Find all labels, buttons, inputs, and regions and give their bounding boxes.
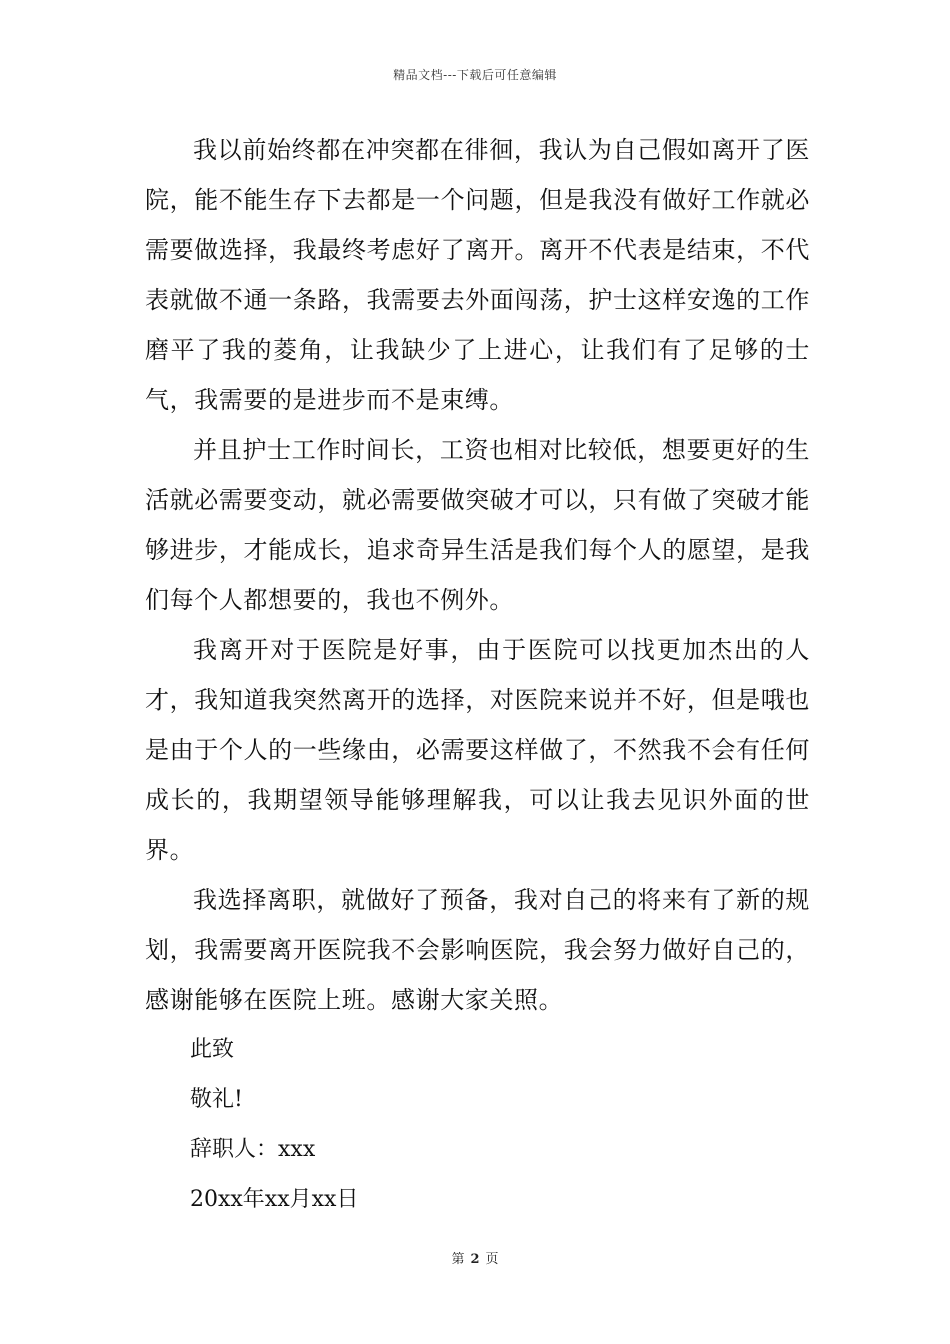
paragraph-2: 并且护士工作时间长，工资也相对比较低，想要更好的生活就必需要变动，就必需要做突破才可以，只有做了突破才能够进步，才能成长，追求奇异生活是我们每个人的愿望，是我们每个人都想要的，我也不例外。 <box>145 436 810 614</box>
letter-body <box>145 125 810 1225</box>
paragraph-4: 我选择离职，就做好了预备，我对自己的将来有了新的规划，我需要离开医院我不会影响医院，我会努力做好自己的，感谢能够在医院上班。感谢大家关照。 <box>145 886 810 1014</box>
date-line: 20xx年xx月xx日 <box>190 1187 359 1212</box>
paragraph-1: 我以前始终都在冲突都在徘徊，我认为自己假如离开了医院，能不能生存下去都是一个问题，但是我没有做好工作就必需要做选择，我最终考虑好了离开。离开不代表是结束，不代表就做不通一条路，我需要去外面闯荡，护士这样安逸的工作磨平了我的菱角，让我缺少了上进心，让我们有了足够的士气，我需要的是进步而不是束缚。 <box>145 136 810 414</box>
page-number-suffix: 页 <box>485 1252 499 1267</box>
page-number-prefix: 第 <box>451 1252 465 1267</box>
closing-salutation: 此致 <box>190 1037 235 1062</box>
page-number: 2 <box>470 1252 480 1267</box>
paragraph-3: 我离开对于医院是好事，由于医院可以找更加杰出的人才，我知道我突然离开的选择，对医院来说并不好，但是哦也是由于个人的一些缘由，必需要这样做了，不然我不会有任何成长的，我期望领导能够理解我，可以让我去见识外面的世界。 <box>145 636 810 864</box>
page-header: 精品文档---下载后可任意编辑 <box>393 68 557 82</box>
closing-respect: 敬礼! <box>190 1087 243 1112</box>
signer-line: 辞职人：xxx <box>190 1137 316 1162</box>
page-footer <box>0 1248 950 1267</box>
